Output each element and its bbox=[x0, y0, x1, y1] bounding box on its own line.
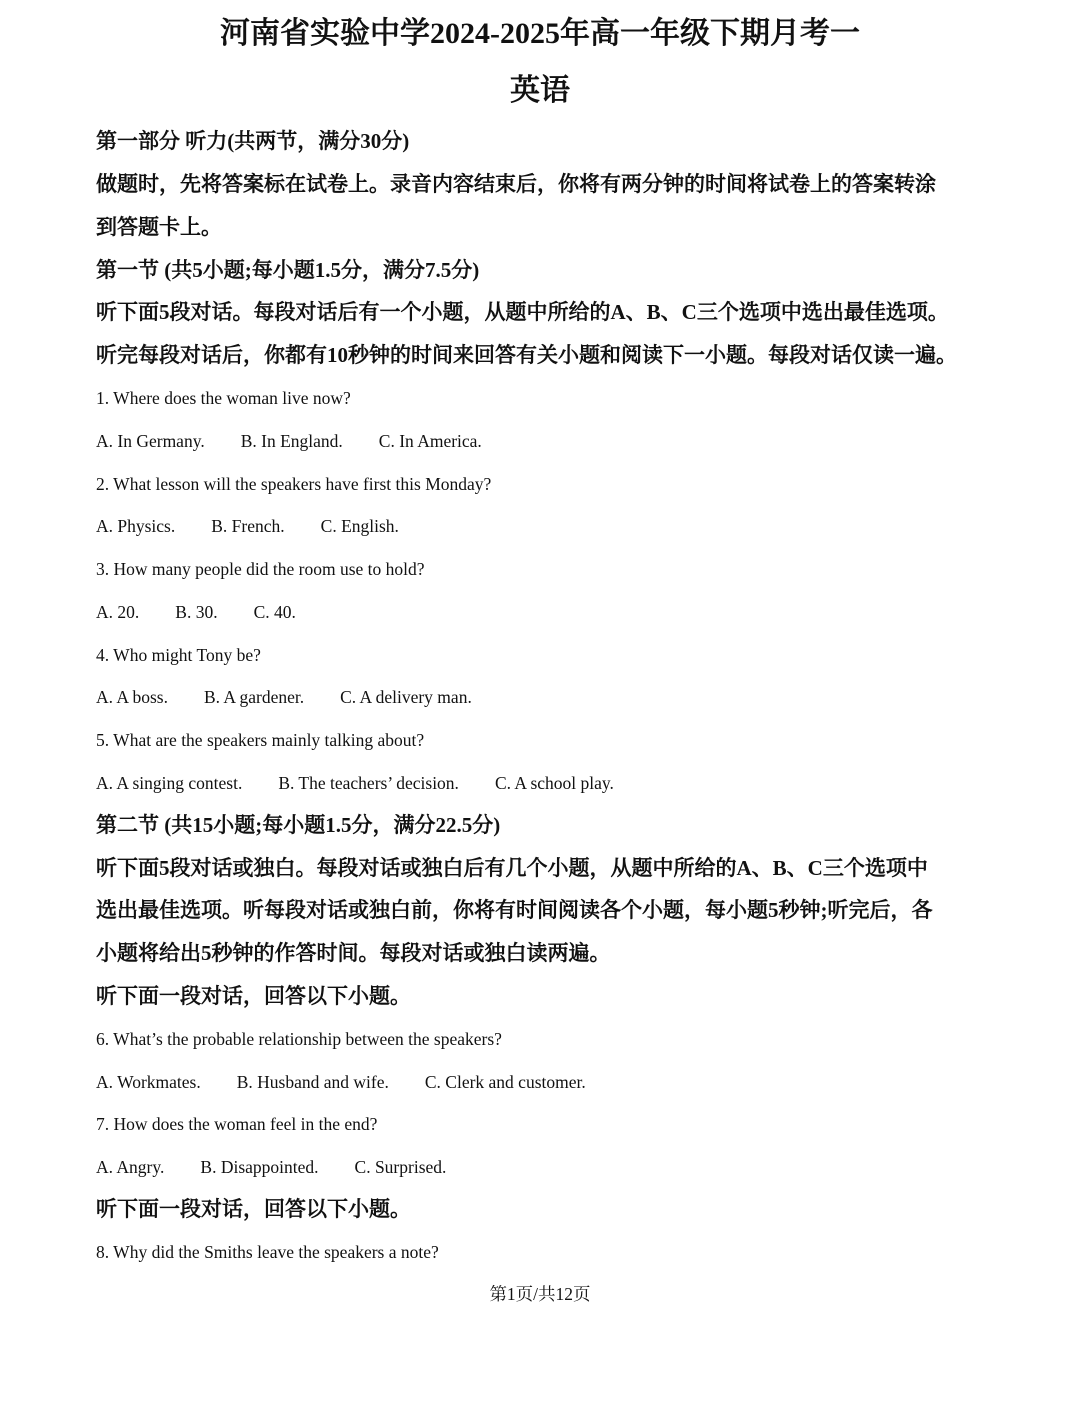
option-b: B. In England. bbox=[240, 431, 343, 451]
section2-instruction-line3: 小题将给出5秒钟的作答时间。每段对话或独白读两遍。 bbox=[96, 941, 611, 965]
section2-instruction-line1: 听下面5段对话或独白。每段对话或独白后有几个小题，从题中所给的A、B、C三个选项中 bbox=[96, 856, 928, 880]
exam-title: 河南省实验中学2024-2025年高一年级下期月考一 bbox=[220, 17, 860, 50]
option-b: B. French. bbox=[211, 516, 285, 536]
question-text: 5. What are the speakers mainly talking about? bbox=[96, 730, 425, 750]
section1-instruction-line1: 听下面5段对话。每段对话后有一个小题，从题中所给的A、B、C三个选项中选出最佳选项。 bbox=[96, 300, 949, 324]
section2-heading: 第二节 (共15小题;每小题1.5分，满分22.5分) bbox=[96, 813, 501, 837]
question-text: 3. How many people did the room use to hold? bbox=[96, 559, 425, 579]
option-b: B. Disappointed. bbox=[200, 1157, 319, 1177]
question-options bbox=[96, 600, 296, 624]
question-options bbox=[96, 514, 399, 538]
option-b: B. Husband and wife. bbox=[236, 1072, 389, 1092]
question-text: 4. Who might Tony be? bbox=[96, 645, 261, 665]
option-c: C. Clerk and customer. bbox=[424, 1072, 586, 1092]
dialogue-prompt: 听下面一段对话，回答以下小题。 bbox=[96, 1197, 411, 1221]
option-a: A. Workmates. bbox=[96, 1072, 201, 1092]
question-options bbox=[96, 429, 482, 453]
option-b: B. The teachers’ decision. bbox=[278, 773, 459, 793]
question-text: 6. What’s the probable relationship between the speakers? bbox=[96, 1029, 502, 1049]
question-text: 2. What lesson will the speakers have first this Monday? bbox=[96, 474, 492, 494]
question-text: 8. Why did the Smiths leave the speakers a note? bbox=[96, 1242, 439, 1262]
option-c: C. English. bbox=[320, 516, 399, 536]
option-b: B. 30. bbox=[175, 602, 218, 622]
section1-heading: 第一节 (共5小题;每小题1.5分，满分7.5分) bbox=[96, 258, 480, 282]
option-c: C. In America. bbox=[378, 431, 482, 451]
option-a: A. 20. bbox=[96, 602, 140, 622]
option-a: A. In Germany. bbox=[96, 431, 205, 451]
question-options bbox=[96, 1155, 446, 1179]
part1-heading: 第一部分 听力(共两节，满分30分) bbox=[96, 129, 410, 153]
option-c: C. A school play. bbox=[494, 773, 614, 793]
question-options bbox=[96, 685, 472, 709]
option-a: A. A singing contest. bbox=[96, 773, 243, 793]
option-a: A. Angry. bbox=[96, 1157, 165, 1177]
question-options bbox=[96, 1070, 586, 1094]
subject-title: 英语 bbox=[510, 74, 570, 107]
question-text: 7. How does the woman feel in the end? bbox=[96, 1114, 378, 1134]
dialogue-prompt: 听下面一段对话，回答以下小题。 bbox=[96, 984, 411, 1008]
option-a: A. A boss. bbox=[96, 687, 168, 707]
section2-instruction-line2: 选出最佳选项。听每段对话或独白前，你将有时间阅读各个小题，每小题5秒钟;听完后，各 bbox=[96, 898, 933, 922]
option-c: C. 40. bbox=[253, 602, 296, 622]
question-options bbox=[96, 771, 614, 795]
page-number: 第1页/共12页 bbox=[489, 1284, 591, 1304]
option-b: B. A gardener. bbox=[203, 687, 305, 707]
section1-instruction-line2: 听完每段对话后，你都有10秒钟的时间来回答有关小题和阅读下一小题。每段对话仅读一遍。 bbox=[96, 343, 957, 367]
option-c: C. A delivery man. bbox=[340, 687, 472, 707]
part1-intro-line1: 做题时，先将答案标在试卷上。录音内容结束后，你将有两分钟的时间将试卷上的答案转涂 bbox=[96, 172, 936, 196]
part1-intro-line2: 到答题卡上。 bbox=[96, 215, 222, 239]
question-text: 1. Where does the woman live now? bbox=[96, 388, 351, 408]
option-c: C. Surprised. bbox=[354, 1157, 447, 1177]
option-a: A. Physics. bbox=[96, 516, 176, 536]
